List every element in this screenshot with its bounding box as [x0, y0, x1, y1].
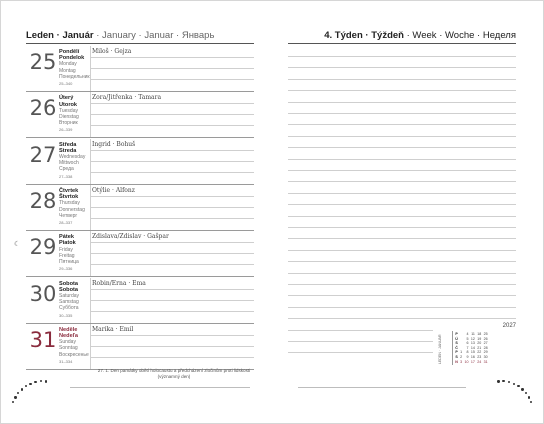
day-name-ru: Пятница	[59, 259, 79, 265]
binding-hole	[29, 383, 31, 385]
day-name-en: Friday	[59, 246, 73, 253]
name-day: Otýlie · Alfonz	[92, 186, 135, 194]
mini-calendar-day: 23	[477, 354, 482, 359]
day-name-ru: Суббота	[59, 305, 79, 312]
day-number: 30	[29, 281, 57, 306]
notes-line	[288, 330, 433, 331]
mini-calendar-day: 30	[483, 354, 488, 359]
month-ru: Январь	[181, 30, 215, 41]
notes-line	[288, 147, 516, 148]
mini-calendar-day: 5	[466, 336, 469, 341]
day-block[interactable]	[26, 185, 254, 231]
mini-calendar-day: 19	[477, 336, 482, 341]
right-page-header: 4. Týden · Týždeň · Week · Woche · Неделя	[324, 30, 516, 41]
day-divider	[90, 278, 91, 324]
day-count: 31–334	[59, 358, 73, 364]
notes-line	[288, 159, 516, 160]
day-block[interactable]	[26, 139, 254, 185]
writing-line	[91, 218, 254, 219]
notes-line	[288, 170, 516, 171]
day-number: 25	[29, 50, 57, 74]
notes-line	[288, 227, 516, 228]
day-block[interactable]	[26, 324, 254, 370]
day-number: 29	[29, 235, 57, 260]
day-count: 30–335	[59, 312, 73, 318]
binding-hole	[513, 383, 515, 385]
notes-line	[288, 238, 516, 239]
mini-calendar-day: 15	[470, 350, 475, 355]
day-number: 27	[29, 142, 57, 167]
day-name-en: Wednesday	[59, 154, 86, 160]
binding-hole	[14, 396, 16, 398]
day-name-sk: Streda	[59, 147, 77, 154]
day-divider	[90, 231, 91, 277]
week-label-sk: Týždeň	[371, 30, 404, 41]
mini-calendar-day: 4	[466, 332, 469, 336]
name-day: Robin/Erna · Ema	[92, 279, 146, 287]
day-names	[59, 142, 85, 180]
day-name-de: Dienstag	[59, 113, 79, 120]
week-label: 4. Týden	[324, 30, 363, 41]
day-name-en: Tuesday	[59, 107, 78, 114]
notes-line	[288, 204, 516, 205]
left-page-header: Leden · Január · January · Januar · Январь	[26, 30, 215, 41]
day-name-cz: Středa	[59, 141, 77, 148]
day-name-de: Samstag	[59, 299, 79, 306]
day-count: 27–338	[59, 173, 73, 179]
day-count: 28–337	[59, 219, 73, 225]
mini-calendar-day: 22	[477, 350, 482, 355]
mini-calendar-grid	[454, 332, 489, 364]
month-sk: Január	[62, 30, 94, 41]
mini-calendar	[438, 323, 518, 367]
day-name-en: Sunday	[59, 339, 76, 346]
notes-line	[288, 136, 516, 137]
moon-phase-icon: ☾	[14, 241, 21, 248]
day-names	[59, 49, 90, 87]
notes-line	[288, 261, 516, 262]
mini-calendar-day: 9	[466, 354, 469, 359]
day-name-sk: Pondelok	[59, 55, 85, 62]
notes-line	[288, 307, 516, 308]
day-divider	[90, 324, 91, 370]
writing-line	[91, 300, 254, 301]
week-en: Week	[412, 30, 437, 41]
left-footer-line	[70, 387, 250, 388]
day-names	[59, 95, 79, 133]
notes-line	[288, 56, 516, 57]
day-name-ru: Понедельник	[59, 73, 90, 80]
writing-line	[91, 242, 254, 243]
mini-calendar-day: 12	[470, 336, 475, 341]
mini-calendar-day: 2	[460, 354, 463, 359]
writing-line	[91, 346, 254, 347]
name-day: Zora/Jitřenka · Tamara	[92, 94, 162, 102]
day-name-cz: Pátek	[59, 234, 74, 241]
day-divider	[90, 139, 91, 185]
day-name-sk: Utorok	[59, 101, 78, 108]
mini-calendar-day: 11	[471, 332, 475, 336]
writing-line	[91, 264, 254, 265]
mini-calendar-day: 29	[483, 350, 488, 355]
mini-calendar-divider	[452, 331, 453, 365]
day-name-cz: Čtvrtek	[59, 187, 79, 194]
writing-line	[91, 68, 254, 69]
month-de: Januar	[144, 30, 174, 41]
mini-calendar-weekday: P	[455, 350, 458, 355]
binding-hole	[521, 388, 523, 390]
writing-line	[91, 57, 254, 58]
day-name-ru: Вторник	[59, 120, 78, 127]
day-name-cz: Úterý	[59, 95, 74, 102]
month-cz: Leden	[26, 30, 54, 41]
mini-calendar-day: 20	[477, 341, 482, 346]
day-number: 28	[29, 188, 57, 213]
mini-calendar-day: 24	[477, 359, 482, 364]
right-footer-line	[298, 387, 466, 388]
mini-calendar-day: 18	[477, 332, 482, 336]
day-names	[59, 327, 89, 365]
day-block[interactable]	[26, 278, 254, 324]
writing-line	[91, 172, 254, 173]
notes-line	[288, 273, 516, 274]
writing-line	[91, 357, 254, 358]
mini-calendar-month: LEDEN · JANUÁR	[438, 334, 442, 364]
day-divider	[90, 92, 91, 138]
day-name-cz: Sobota	[59, 280, 78, 287]
writing-line	[91, 207, 254, 208]
mini-calendar-day: 13	[470, 341, 475, 346]
writing-line	[91, 161, 254, 162]
week-ru: Неделя	[482, 30, 516, 41]
day-name-en: Saturday	[59, 292, 80, 299]
writing-line	[91, 150, 254, 151]
day-number: 26	[29, 96, 57, 121]
mini-calendar-weekday: S	[455, 354, 458, 359]
mini-calendar-day: 8	[466, 350, 469, 355]
day-name-ru: Воскресенье	[59, 351, 89, 358]
notes-line	[288, 341, 433, 342]
day-name-cz: Pondělí	[59, 49, 80, 55]
notes-line	[288, 181, 516, 182]
binding-hole	[21, 388, 23, 390]
day-divider	[90, 46, 91, 92]
mini-calendar-day: 6	[466, 341, 469, 346]
day-name-ru: Четверг	[59, 212, 78, 219]
mini-calendar-row	[454, 360, 489, 365]
mini-calendar-day: 16	[470, 354, 475, 359]
mini-calendar-day: 25	[483, 332, 488, 336]
mini-calendar-weekday: S	[455, 341, 458, 346]
day-count: 29–336	[59, 266, 73, 272]
left-header-rule	[26, 43, 254, 44]
mini-calendar-day: 26	[483, 336, 488, 341]
day-name-sk: Piatok	[59, 240, 76, 247]
day-block[interactable]	[26, 46, 254, 92]
mini-calendar-weekday: Č	[455, 345, 458, 350]
writing-line	[91, 289, 254, 290]
day-block[interactable]	[26, 92, 254, 138]
binding-hole	[528, 396, 530, 398]
mini-calendar-weekday: N	[455, 359, 458, 364]
writing-line	[91, 311, 254, 312]
mini-calendar-day: 10	[464, 359, 469, 364]
day-name-de: Montag	[59, 67, 76, 74]
mini-calendar-day: 21	[477, 345, 482, 350]
notes-line	[288, 113, 516, 114]
writing-line	[91, 335, 254, 336]
name-day: Zdislava/Zdislav · Gašpar	[92, 233, 169, 241]
notes-line	[288, 284, 516, 285]
writing-line	[91, 79, 254, 80]
day-name-en: Thursday	[59, 200, 80, 207]
day-count: 25–340	[59, 81, 73, 87]
notes-line	[288, 318, 516, 319]
binding-hole	[497, 380, 499, 382]
day-name-de: Donnerstag	[59, 206, 85, 213]
day-number: 31	[29, 327, 57, 352]
day-name-de: Mittwoch	[59, 160, 79, 167]
name-day: Miloš · Gejza	[92, 48, 132, 55]
notes-line	[288, 295, 516, 296]
writing-line	[91, 114, 254, 115]
writing-line	[91, 253, 254, 254]
writing-line	[91, 196, 254, 197]
notes-line	[288, 352, 433, 353]
notes-line	[288, 102, 516, 103]
mini-calendar-day: 27	[483, 341, 488, 346]
binding-hole	[45, 380, 47, 382]
notes-line	[288, 124, 516, 125]
day-name-cz: Neděle	[59, 326, 78, 333]
mini-calendar-day: 14	[470, 345, 475, 350]
notes-line	[288, 79, 516, 80]
name-day: Marika · Emil	[92, 325, 134, 333]
notes-line	[288, 193, 516, 194]
mini-calendar-day: 3	[460, 359, 463, 364]
notes-line	[288, 67, 516, 68]
week-de: Woche	[445, 30, 475, 41]
writing-line	[91, 125, 254, 126]
mini-calendar-row	[454, 355, 489, 360]
day-divider	[90, 185, 91, 231]
day-names	[59, 188, 85, 226]
notes-line	[288, 216, 516, 217]
mini-calendar-day: 31	[483, 359, 488, 364]
notes-line	[288, 250, 516, 251]
day-name-sk: Nedeľa	[59, 333, 78, 339]
mini-calendar-day: 7	[466, 345, 469, 350]
day-name-de: Sonntag	[59, 345, 78, 352]
day-name-ru: Среда	[59, 166, 74, 173]
right-header-rule	[288, 43, 516, 44]
mini-calendar-year: 2027	[502, 323, 516, 329]
day-count: 26–339	[59, 127, 73, 133]
mini-calendar-weekday: Ú	[455, 336, 458, 341]
day-name-en: Monday	[59, 61, 77, 68]
writing-line	[91, 103, 254, 104]
mini-calendar-weekday: P	[455, 332, 458, 336]
day-name-sk: Štvrtok	[59, 194, 79, 201]
holiday-footnote: 27. 1. Den památky obětí holocaustu a předcházení zločinům proti lidskosti (významný den)	[97, 368, 251, 379]
day-name-de: Freitag	[59, 252, 75, 259]
notes-line	[288, 90, 516, 91]
name-day: Ingrid · Bohuš	[92, 140, 136, 148]
mini-calendar-day: 1	[460, 350, 463, 355]
mini-calendar-day: 17	[470, 359, 475, 364]
month-en: January	[102, 30, 136, 41]
day-block[interactable]	[26, 231, 254, 277]
day-names	[59, 281, 79, 319]
day-name-sk: Sobota	[59, 286, 78, 293]
day-names	[59, 234, 79, 272]
mini-calendar-day: 28	[483, 345, 488, 350]
